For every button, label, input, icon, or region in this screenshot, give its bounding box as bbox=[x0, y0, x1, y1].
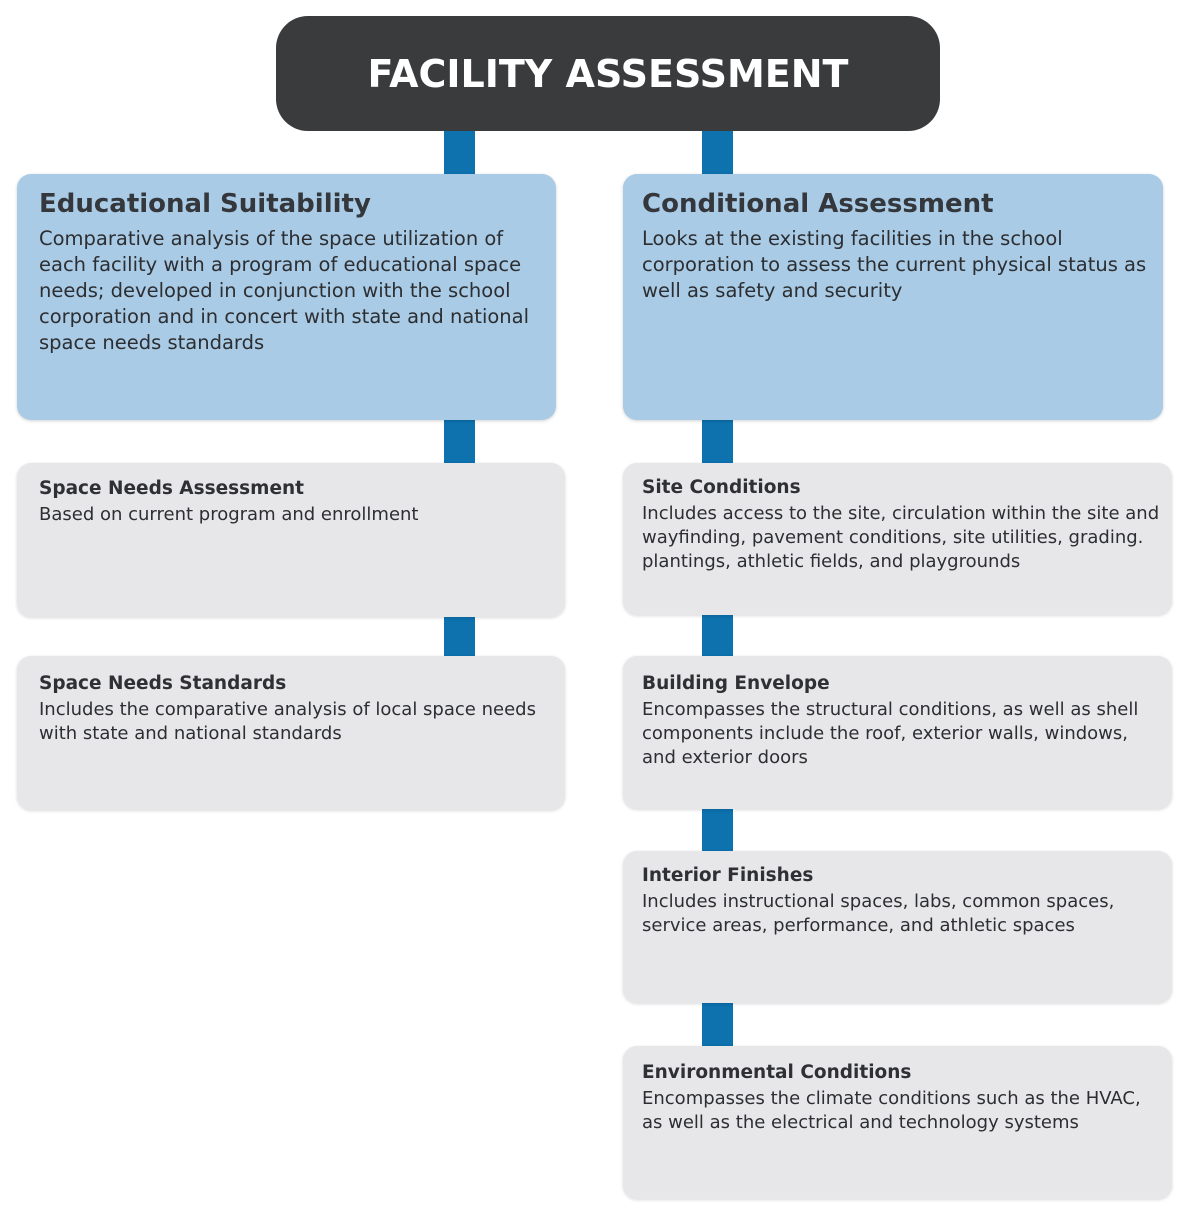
space-needs-assessment-body: Based on current program and enrollment bbox=[39, 504, 419, 525]
conditional-assessment-box bbox=[623, 174, 1163, 420]
interior-finishes-body: Includes instructional spaces, labs, common spaces, service areas, performance, and athletic spaces bbox=[642, 891, 1115, 936]
connector-right-item-2-to-item-3 bbox=[702, 809, 733, 851]
connector-title-left bbox=[444, 131, 475, 174]
educational-suitability-heading: Educational Suitability bbox=[39, 189, 371, 219]
connector-right-item-3-to-item-4 bbox=[702, 1003, 733, 1046]
interior-finishes-box bbox=[623, 851, 1172, 1003]
conditional-assessment-heading: Conditional Assessment bbox=[642, 189, 994, 219]
site-conditions-heading: Site Conditions bbox=[642, 477, 801, 498]
environmental-conditions-heading: Environmental Conditions bbox=[642, 1062, 912, 1083]
page-title: FACILITY ASSESSMENT bbox=[367, 51, 849, 96]
connector-title-right bbox=[702, 131, 733, 174]
space-needs-standards-body: Includes the comparative analysis of local space needs with state and national standards bbox=[39, 699, 536, 744]
space-needs-assessment-box bbox=[17, 463, 565, 617]
environmental-conditions-body: Encompasses the climate conditions such as the HVAC, as well as the electrical and technology systems bbox=[642, 1088, 1141, 1133]
site-conditions-body: Includes access to the site, circulation within the site and wayfinding, pavement conditions, site utilities, grading. plantings, athletic fields, and playgrounds bbox=[642, 503, 1160, 572]
title-box bbox=[276, 16, 940, 131]
environmental-conditions-box bbox=[623, 1046, 1172, 1199]
conditional-assessment-body: Looks at the existing facilities in the school corporation to assess the current physical status as well as safety and security bbox=[642, 227, 1147, 302]
educational-suitability-box bbox=[17, 174, 556, 420]
site-conditions-box bbox=[623, 463, 1172, 615]
connector-right-item-1-to-item-2 bbox=[702, 615, 733, 656]
space-needs-standards-box bbox=[17, 656, 565, 810]
space-needs-assessment-heading: Space Needs Assessment bbox=[39, 478, 305, 499]
space-needs-standards-heading: Space Needs Standards bbox=[39, 673, 287, 694]
interior-finishes-heading: Interior Finishes bbox=[642, 865, 814, 886]
educational-suitability-body: Comparative analysis of the space utilization of each facility with a program of educational space needs; developed in conjunction with the school corporation and in concert with state and national space needs standards bbox=[39, 227, 530, 354]
connector-left-item-1-to-item-2 bbox=[444, 617, 475, 656]
building-envelope-heading: Building Envelope bbox=[642, 673, 830, 694]
building-envelope-box bbox=[623, 656, 1172, 809]
connector-right-main-to-item-1 bbox=[702, 418, 733, 463]
building-envelope-body: Encompasses the structural conditions, as well as shell components include the roof, exterior walls, windows, and exterior doors bbox=[642, 699, 1139, 768]
connector-left-main-to-item-1 bbox=[444, 420, 475, 463]
